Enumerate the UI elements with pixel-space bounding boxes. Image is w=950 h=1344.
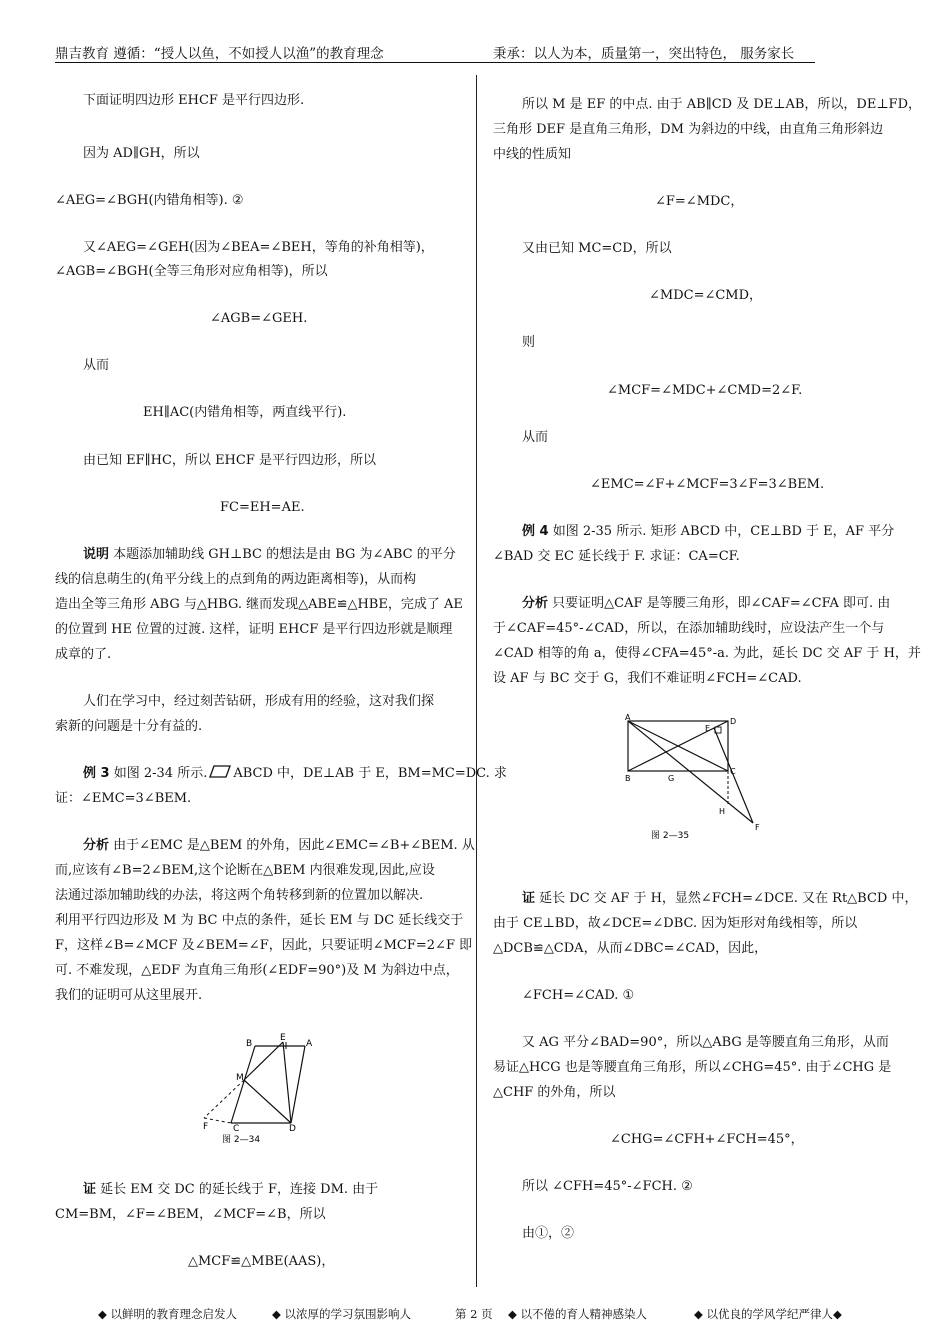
header-left: 鼎吉教育 遵循：“授人以鱼，不如授人以渔”的教育理念 <box>55 46 384 62</box>
label-G: G <box>668 774 675 783</box>
label-zheng: 证 <box>522 891 536 906</box>
text-line: ∠CAD 相等的角 a，使得∠CFA=45°-a. 为此，延长 DC 交 AF 于 H，并 <box>493 646 921 661</box>
text-line: 人们在学习中，经过刻苦钻研，形成有用的经验，这对我们探 <box>83 694 435 709</box>
equation: ∠EMC=∠F+∠MCF=3∠F=3∠BEM. <box>590 477 825 492</box>
label-example4: 例 4 <box>522 524 549 539</box>
label-H: H <box>719 807 726 816</box>
footer-motto-1: ◆ 以鲜明的教育理念启发人 <box>98 1307 237 1321</box>
equation: ∠F=∠MDC， <box>655 194 744 209</box>
equation: ∠MDC=∠CMD， <box>649 288 763 303</box>
column-divider <box>476 75 477 1287</box>
text-line: 由①，② <box>522 1226 575 1241</box>
text-line: 设 AF 与 BC 交于 G，我们不难证明∠FCH=∠CAD. <box>493 671 802 686</box>
text-line: 中线的性质知 <box>493 147 572 162</box>
label-B: B <box>246 1039 253 1049</box>
label-E: E <box>705 724 711 733</box>
text-line: 由已知 EF∥HC，所以 EHCF 是平行四边形，所以 <box>83 453 376 468</box>
label-fenxi: 分析 <box>522 596 549 611</box>
text-line: 从而 <box>522 430 549 445</box>
footer-motto-2: ◆ 以浓厚的学习氛围影响人 <box>272 1307 411 1321</box>
text-line: ∠BAD 交 EC 延长线于 F. 求证：CA=CF. <box>493 549 740 564</box>
text-line: ∠AEG=∠BGH(内错角相等). ② <box>55 193 244 208</box>
text-line: 线的信息萌生的(角平分线上的点到角的两边距离相等)，从而构 <box>55 572 417 587</box>
footer-motto-3: ◆ 以不倦的育人精神感染人 <box>508 1307 647 1321</box>
text-line: 证 延长 DC 交 AF 于 H，显然∠FCH=∠DCE. 又在 Rt△BCD 中， <box>522 891 918 906</box>
label-example3: 例 3 <box>83 766 110 781</box>
text-line: 从而 <box>83 358 110 373</box>
text-line: 于∠CAF=45°-∠CAD，所以，在添加辅助线时，应设法产生一个与 <box>493 621 885 636</box>
text-line: 又∠AEG=∠GEH(因为∠BEA=∠BEH，等角的补角相等)， <box>83 240 434 255</box>
text-line: 证：∠EMC=3∠BEM. <box>55 791 192 806</box>
parallelogram-icon <box>209 765 231 778</box>
label-B: B <box>625 774 631 783</box>
text-line: 又由已知 MC=CD，所以 <box>522 241 672 256</box>
figure-caption: 图 2—35 <box>651 831 690 841</box>
label-A: A <box>625 713 631 722</box>
equation: △MCF≌△MBE(AAS)， <box>188 1254 335 1269</box>
label-C: C <box>233 1124 240 1134</box>
label-shuoming: 说明 <box>83 547 110 562</box>
text-line: 三角形 DEF 是直角三角形，DM 为斜边的中线，由直角三角形斜边 <box>493 122 884 137</box>
equation: EH∥AC(内错角相等，两直线平行). <box>143 405 347 420</box>
text-line: 分析 只要证明△CAF 是等腰三角形，即∠CAF=∠CFA 即可. 由 <box>522 596 891 611</box>
text-line: 说明 本题添加辅助线 GH⊥BC 的想法是由 BG 为∠ABC 的平分 <box>83 547 456 562</box>
header-rule <box>55 62 815 63</box>
label-F: F <box>203 1122 209 1132</box>
text-line: 下面证明四边形 EHCF 是平行四边形. <box>83 93 305 108</box>
text-line: CM=BM，∠F=∠BEM，∠MCF=∠B，所以 <box>55 1207 326 1222</box>
text-line: 则 <box>522 335 536 350</box>
text-line: ∠AGB=∠BGH(全等三角形对应角相等)，所以 <box>55 264 328 279</box>
text-line: 例 3 如图 2-34 所示. ABCD 中，DE⊥AB 于 E，BM=MC=DC. 求 <box>83 766 507 781</box>
label-A: A <box>306 1039 313 1049</box>
equation: ∠AGB=∠GEH. <box>210 311 308 326</box>
text-line: 而,应该有∠B=2∠BEM,这个论断在△BEM 内很难发现,因此,应设 <box>55 863 435 878</box>
label-M: M <box>236 1073 244 1083</box>
text-line: 证 延长 EM 交 DC 的延长线于 F，连接 DM. 由于 <box>83 1182 379 1197</box>
figure-caption: 图 2—34 <box>222 1135 261 1145</box>
text-line: 成章的了. <box>55 647 112 662</box>
text-line: 索新的问题是十分有益的. <box>55 719 203 734</box>
footer-motto-4: ◆ 以优良的学风学纪严律人◆ <box>694 1307 842 1321</box>
equation: FC=EH=AE. <box>220 500 305 515</box>
page-number: 第 2 页 <box>455 1307 493 1321</box>
equation: ∠FCH=∠CAD. ① <box>522 988 635 1003</box>
equation: ∠MCF=∠MDC+∠CMD=2∠F. <box>607 383 803 398</box>
label-D: D <box>730 717 737 726</box>
figure-2-35 <box>618 710 768 845</box>
text-line: 又 AG 平分∠BAD=90°，所以△ABG 是等腰直角三角形，从而 <box>522 1035 889 1050</box>
label-C: C <box>730 767 736 776</box>
label-zheng: 证 <box>83 1182 97 1197</box>
text-line: 的位置到 HE 位置的过渡. 这样，证明 EHCF 是平行四边形就是顺理 <box>55 622 453 637</box>
text-line: 由于 CE⊥BD，故∠DCE=∠DBC. 因为矩形对角线相等，所以 <box>493 916 858 931</box>
text-line: F，这样∠B=∠MCF 及∠BEM=∠F，因此，只要证明∠MCF=2∠F 即 <box>55 938 473 953</box>
text-line: 易证△HCG 也是等腰直角三角形，所以∠CHG=45°. 由于∠CHG 是 <box>493 1060 892 1075</box>
label-F: F <box>755 823 760 832</box>
text-line: 分析 由于∠EMC 是△BEM 的外角，因此∠EMC=∠B+∠BEM. 从 <box>83 838 475 853</box>
equation: 所以 ∠CFH=45°-∠FCH. ② <box>522 1179 693 1194</box>
text-line: 我们的证明可从这里展开. <box>55 988 203 1003</box>
figure-2-34 <box>195 1030 320 1150</box>
text-line: △CHF 的外角，所以 <box>493 1085 616 1100</box>
text-line: 法通过添加辅助线的办法，将这两个角转移到新的位置加以解决. <box>55 888 424 903</box>
text-line: △DCB≌△CDA，从而∠DBC=∠CAD，因此， <box>493 941 768 956</box>
label-E: E <box>280 1033 286 1043</box>
header-right: 秉承：以人为本，质量第一，突出特色， 服务家长 <box>493 46 795 62</box>
label-fenxi: 分析 <box>83 838 110 853</box>
text-line: 因为 AD∥GH，所以 <box>83 146 200 161</box>
text-line: 造出全等三角形 ABG 与△HBG. 继而发现△ABE≌△HBE，完成了 AE <box>55 597 463 612</box>
text-line: 可. 不难发现，△EDF 为直角三角形(∠EDF=90°)及 M 为斜边中点， <box>55 963 459 978</box>
text-line: 利用平行四边形及 M 为 BC 中点的条件，延长 EM 与 DC 延长线交于 <box>55 913 464 928</box>
label-D: D <box>289 1124 296 1134</box>
equation: ∠CHG=∠CFH+∠FCH=45°， <box>610 1132 804 1147</box>
text-line: 所以 M 是 EF 的中点. 由于 AB∥CD 及 DE⊥AB，所以，DE⊥FD， <box>522 97 921 112</box>
text-line: 例 4 如图 2-35 所示. 矩形 ABCD 中，CE⊥BD 于 E，AF 平分 <box>522 524 895 539</box>
